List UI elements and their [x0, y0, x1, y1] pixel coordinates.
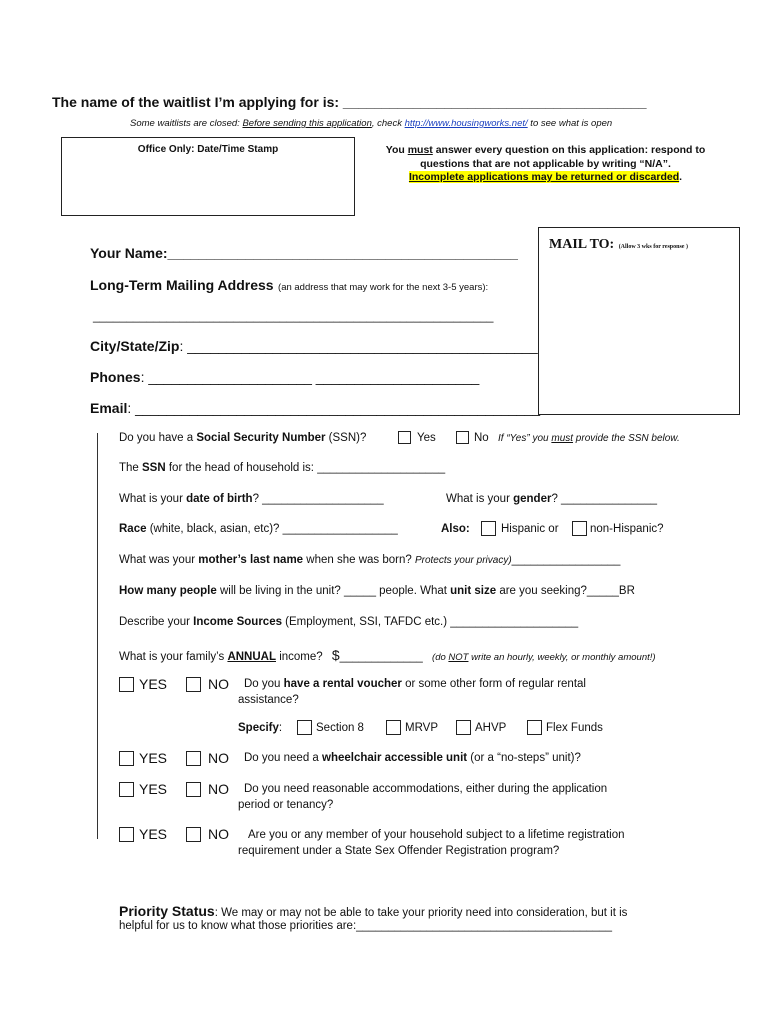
note-suffix: to see what is open [527, 118, 613, 129]
ssn-bold: Social Security Number [196, 432, 326, 444]
mother-question[interactable] [119, 554, 620, 566]
race-bold: Race [119, 523, 147, 535]
mail-to-label: MAIL TO: [549, 237, 615, 252]
housingworks-link[interactable]: http://www.housingworks.net/ [404, 118, 528, 129]
your-name-field[interactable]: Your Name:_____________________________________________ [90, 245, 518, 261]
voucher-yes-label: YES [139, 676, 168, 692]
also-label: Also: [441, 523, 470, 535]
gender-post: ? _______________ [551, 493, 657, 505]
voucher-post: or some other form of regular rental [401, 678, 586, 690]
mother-line: _________________ [511, 554, 621, 566]
annual-note-not: NOT [448, 652, 469, 663]
accommodation-yes-label: YES [139, 781, 168, 797]
race-post: (white, black, asian, etc)? __________________ [146, 523, 398, 535]
annual-pre: What is your family’s [119, 651, 228, 663]
mail-to-box [538, 227, 740, 415]
priority-text1: : We may or may not be able to take your priority need into consideration, but it is [214, 907, 628, 919]
ssn-pre: Do you have a [119, 432, 197, 444]
note-prefix: Some waitlists are closed: [130, 118, 243, 129]
notice-line2: questions that are not applicable by writing “N/A”. [420, 157, 671, 170]
phones-row[interactable] [90, 369, 479, 385]
people-bold: How many people [119, 585, 217, 597]
waitlist-note [130, 118, 612, 129]
note-middle: , check [371, 118, 405, 129]
specify-text: Specify [238, 722, 279, 734]
also-text: Also [441, 523, 466, 535]
email-row[interactable] [90, 400, 540, 416]
ssn-head-question[interactable] [119, 462, 445, 474]
offender-yes-checkbox[interactable] [119, 827, 134, 842]
non-hispanic-checkbox[interactable] [572, 521, 587, 536]
ssn-no-label: No [474, 432, 489, 444]
mailing-address-note: (an address that may work for the next 3-5 years): [278, 282, 489, 293]
non-hispanic-label: non-Hispanic? [590, 523, 664, 535]
voucher-yes-checkbox[interactable] [119, 677, 134, 692]
annual-income-question[interactable] [119, 647, 656, 663]
notice-block [368, 144, 723, 185]
ssn-note-pre: If “Yes” you [498, 433, 552, 444]
people-mid: will be living in the unit? _____ people. What [216, 585, 451, 597]
wheelchair-yes-label: YES [139, 750, 168, 766]
dollar-sign: $ [331, 647, 340, 663]
ssn-post: (SSN)? [325, 432, 367, 444]
voucher-line2: assistance? [238, 694, 299, 706]
hispanic-label: Hispanic or [501, 523, 559, 535]
wheelchair-no-checkbox[interactable] [186, 751, 201, 766]
notice-line3-end: . [679, 171, 683, 183]
wheel-bold: wheelchair accessible unit [322, 752, 468, 764]
people-question[interactable] [119, 585, 635, 597]
priority-status-line1 [119, 903, 627, 919]
voucher-question [244, 678, 586, 690]
notice-line1-pre: You [385, 144, 408, 156]
gender-question[interactable] [446, 493, 657, 505]
mother-post: when she was born? [303, 554, 412, 566]
email-label: Email [90, 400, 128, 416]
flex-funds-label: Flex Funds [546, 722, 603, 734]
ahvp-label: AHVP [475, 722, 507, 734]
ssn-yes-checkbox[interactable] [398, 431, 411, 444]
voucher-no-label: NO [208, 676, 229, 692]
mrvp-checkbox[interactable] [386, 720, 401, 735]
left-margin-rule [97, 433, 98, 839]
annual-note-post: write an hourly, weekly, or monthly amount!) [468, 652, 656, 663]
section8-label: Section 8 [316, 722, 364, 734]
mrvp-label: MRVP [405, 722, 439, 734]
mail-to-note: (Allow 3 wks for response ) [618, 244, 688, 250]
ssn-note-must: must [551, 433, 574, 444]
ssn-head-pre: The [119, 462, 143, 474]
voucher-bold: have a rental voucher [283, 678, 402, 690]
dob-post: ? ___________________ [252, 493, 384, 505]
offender-question-line2: requirement under a State Sex Offender Registration program? [238, 845, 560, 857]
city-state-zip-row[interactable] [90, 338, 538, 354]
accommodation-no-checkbox[interactable] [186, 782, 201, 797]
mother-bold: mother’s last name [198, 554, 304, 566]
ssn-note-post: provide the SSN below. [573, 433, 680, 444]
office-stamp-box [61, 137, 355, 216]
mailing-address-label: Long-Term Mailing Address [90, 277, 274, 293]
income-bold: Income Sources [193, 616, 282, 628]
annual-bold: ANNUAL [227, 651, 276, 663]
note-underlined: Before sending this application [242, 118, 372, 129]
accommodation-no-label: NO [208, 781, 229, 797]
mother-pre: What was your [119, 554, 199, 566]
specify-label [238, 722, 282, 734]
dob-pre: What is your [119, 493, 187, 505]
mailing-address-row [90, 277, 488, 295]
ssn-no-checkbox[interactable] [456, 431, 469, 444]
offender-no-checkbox[interactable] [186, 827, 201, 842]
race-question[interactable] [119, 523, 398, 535]
unit-bold: unit size [450, 585, 497, 597]
annual-note-pre: (do [432, 652, 449, 663]
income-question[interactable] [119, 616, 578, 628]
waitlist-title: The name of the waitlist I’m applying for is: _______________________________________ [52, 94, 647, 110]
mailing-address-line[interactable]: ____________________________________________________________ [93, 309, 494, 323]
wheelchair-no-label: NO [208, 750, 229, 766]
phones-line: : _____________________ _____________________ [140, 369, 480, 385]
ssn-question [119, 432, 366, 444]
notice-line3: Incomplete applications may be returned or discarded [408, 171, 680, 183]
email-line: : ____________________________________________________ [127, 400, 541, 416]
voucher-no-checkbox[interactable] [186, 677, 201, 692]
income-post: (Employment, SSI, TAFDC etc.) ____________________ [281, 616, 579, 628]
wheelchair-question [244, 752, 581, 764]
accommodation-question-line1: Do you need reasonable accommodations, either during the application [244, 783, 608, 795]
specify-colon: : [278, 722, 283, 734]
notice-must: must [407, 144, 433, 156]
ahvp-checkbox[interactable] [456, 720, 471, 735]
ssn-head-bold: SSN [142, 462, 166, 474]
office-stamp-label: Office Only: Date/Time Stamp [137, 144, 279, 155]
city-state-zip-label: City/State/Zip [90, 338, 180, 354]
notice-line1-post: answer every question on this application: respond to [432, 144, 706, 156]
section8-checkbox[interactable] [297, 720, 312, 735]
dob-question[interactable] [119, 493, 384, 505]
offender-question-line1: Are you or any member of your household subject to a lifetime registration [248, 829, 625, 841]
gender-bold: gender [513, 493, 552, 505]
voucher-pre: Do you [244, 678, 284, 690]
flex-funds-checkbox[interactable] [527, 720, 542, 735]
offender-yes-label: YES [139, 826, 168, 842]
accommodation-question-line2: period or tenancy? [238, 799, 334, 811]
phones-label: Phones [90, 369, 141, 385]
mother-note: Protects your privacy) [414, 555, 512, 566]
priority-status-label: Priority Status [119, 903, 215, 919]
city-state-zip-line: : _____________________________________________ [179, 338, 538, 354]
unit-post: are you seeking?_____BR [496, 585, 635, 597]
wheelchair-yes-checkbox[interactable] [119, 751, 134, 766]
income-pre: Describe your [119, 616, 194, 628]
gender-pre: What is your [446, 493, 514, 505]
ssn-note [498, 433, 680, 444]
accommodation-yes-checkbox[interactable] [119, 782, 134, 797]
dob-bold: date of birth [186, 493, 253, 505]
ssn-yes-label: Yes [417, 432, 436, 444]
ssn-head-post: for the head of household is: ____________________ [165, 462, 446, 474]
offender-no-label: NO [208, 826, 229, 842]
wheel-pre: Do you need a [244, 752, 323, 764]
annual-post: income? [276, 651, 323, 663]
priority-status-line2[interactable]: helpful for us to know what those priorities are:________________________________________ [119, 920, 612, 932]
wheel-post: (or a “no-steps” unit)? [467, 752, 581, 764]
annual-line: _____________ [339, 651, 423, 663]
hispanic-checkbox[interactable] [481, 521, 496, 536]
